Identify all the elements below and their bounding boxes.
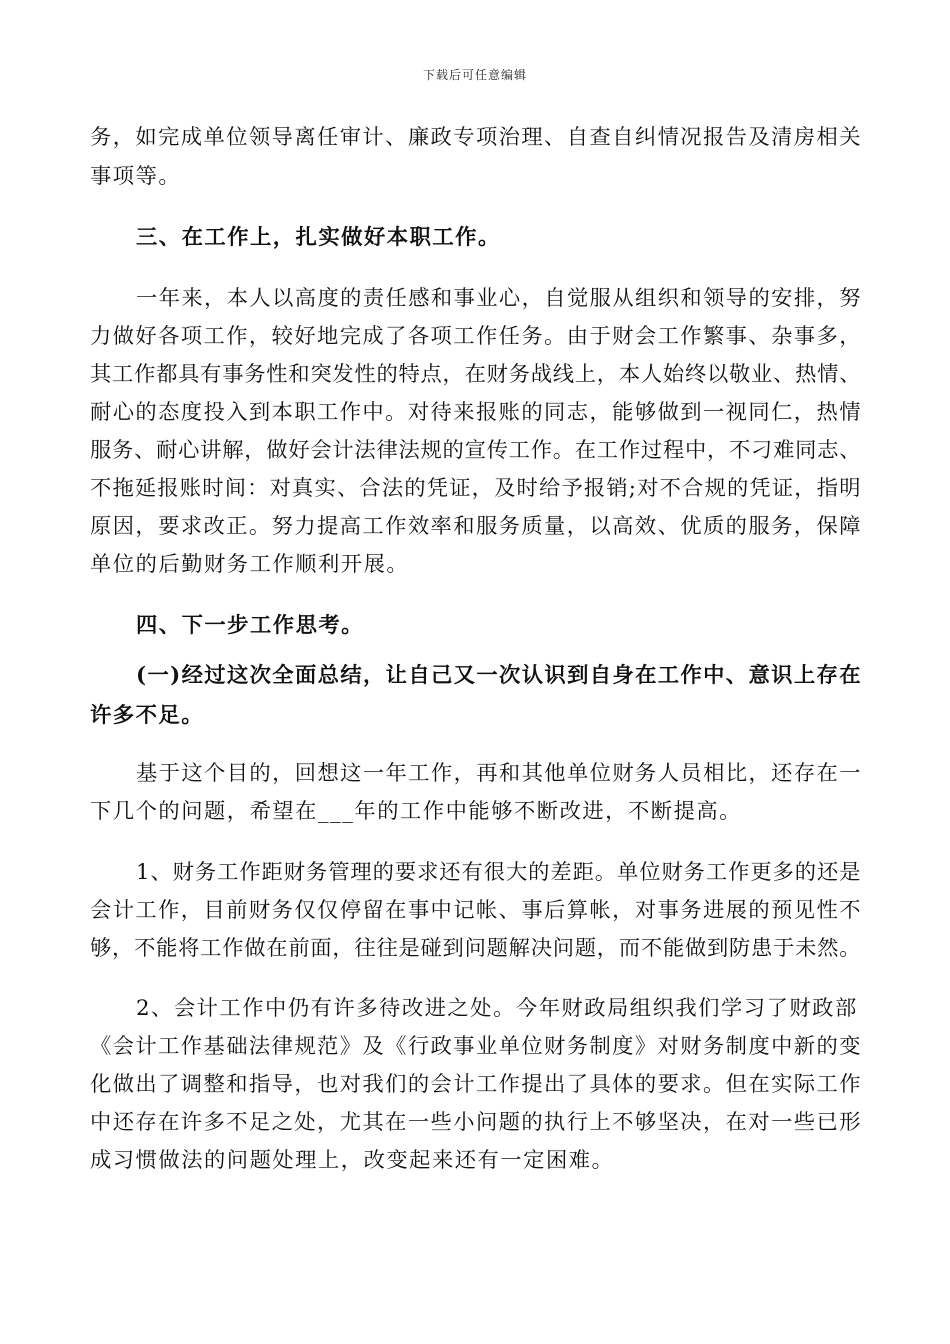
subsection-heading: 许多不足。: [90, 703, 204, 728]
body-line: 1、财务工作距财务管理的要求还有很大的差距。单位财务工作更多的还是: [136, 860, 862, 885]
section-heading: 三、在工作上，扎实做好本职工作。: [136, 225, 501, 250]
header-note: 下载后可任意编辑: [422, 68, 527, 82]
body-line: 原因，要求改正。努力提高工作效率和服务质量，以高效、优质的服务，保障: [90, 514, 862, 539]
body-line: 够，不能将工作做在前面，往往是碰到问题解决问题，而不能做到防患于未然。: [90, 936, 862, 961]
body-line: 单位的后勤财务工作顺利开展。: [90, 552, 410, 577]
body-line: 下几个的问题，希望在___年的工作中能够不断改进，不断提高。: [90, 799, 742, 824]
body-line: 成习惯做法的问题处理上，改变起来还有一定困难。: [90, 1148, 615, 1173]
body-line: 耐心的态度投入到本职工作中。对待来报账的同志，能够做到一视同仁，热情: [90, 400, 862, 425]
body-line: 化做出了调整和指导，也对我们的会计工作提出了具体的要求。但在实际工作: [90, 1072, 862, 1097]
body-line: 务，如完成单位领导离任审计、廉政专项治理、自查自纠情况报告及清房相关: [90, 125, 862, 150]
body-line: 中还存在许多不足之处，尤其在一些小问题的执行上不够坚决，在对一些已形: [90, 1110, 862, 1135]
body-line: 会计工作，目前财务仅仅停留在事中记帐、事后算帐，对事务进展的预见性不: [90, 898, 862, 923]
body-line: 2、会计工作中仍有许多待改进之处。今年财政局组织我们学习了财政部: [136, 996, 858, 1021]
body-line: 其工作都具有事务性和突发性的特点，在财务战线上，本人始终以敬业、热情、: [90, 362, 862, 387]
body-line: 服务、耐心讲解，做好会计法律法规的宣传工作。在工作过程中，不刁难同志、: [90, 438, 862, 463]
subsection-heading: (一)经过这次全面总结，让自己又一次认识到自身在工作中、意识上存在: [136, 663, 862, 688]
body-line: 基于这个目的，回想这一年工作，再和其他单位财务人员相比，还存在一: [136, 761, 862, 786]
body-line: 《会计工作基础法律规范》及《行政事业单位财务制度》对财务制度中新的变: [90, 1034, 862, 1059]
section-heading: 四、下一步工作思考。: [136, 613, 364, 638]
body-line: 力做好各项工作，较好地完成了各项工作任务。由于财会工作繁事、杂事多，: [90, 324, 862, 349]
body-line: 一年来，本人以高度的责任感和事业心，自觉服从组织和领导的安排，努: [136, 286, 862, 311]
body-line: 不拖延报账时间：对真实、合法的凭证，及时给予报销;对不合规的凭证，指明: [90, 476, 862, 501]
body-line: 事项等。: [90, 164, 182, 189]
